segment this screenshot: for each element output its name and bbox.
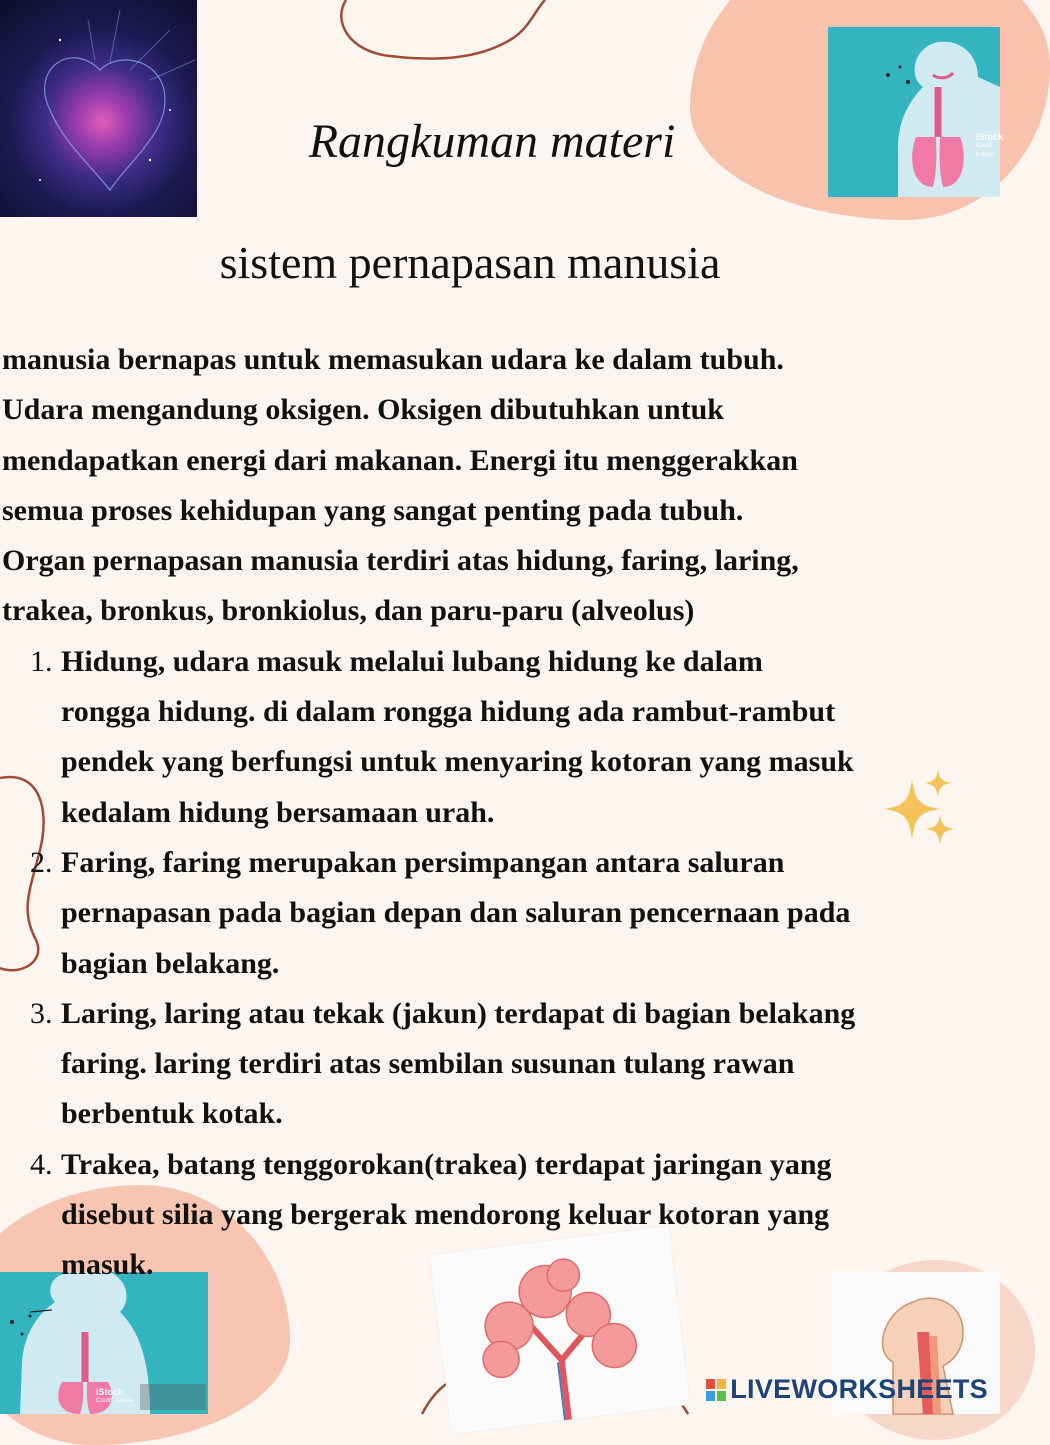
list-item-line: pernapasan pada bagian depan dan saluran pencernaan pada xyxy=(61,896,851,930)
list-item-hidung xyxy=(0,637,1000,838)
intro-line: mendapatkan energi dari makanan. Energi itu menggerakkan xyxy=(2,443,798,477)
list-item-line: Hidung, udara masuk melalui lubang hidung ke dalam xyxy=(61,644,763,678)
intro-line: manusia bernapas untuk memasukan udara ke dalam tubuh. xyxy=(2,343,784,376)
list-item-line: faring. laring terdiri atas sembilan susunan tulang rawan xyxy=(61,1047,795,1081)
decor-squiggle-top xyxy=(330,0,560,70)
lungs-bottom-left-watermark: iStock Credit: hakule xyxy=(96,1387,134,1404)
intro-line: semua proses kehidupan yang sangat penting pada tubuh. xyxy=(2,493,744,527)
intro-line: Organ pernapasan manusia terdiri atas hidung, faring, laring, xyxy=(2,544,799,578)
list-item-trakea xyxy=(0,1140,1000,1291)
liveworksheets-logo-icon xyxy=(706,1379,726,1401)
list-item-line: pendek yang berfungsi untuk menyaring kotoran yang masuk xyxy=(61,745,854,779)
organ-list xyxy=(0,637,1000,1291)
summary-content xyxy=(0,335,1000,1291)
list-item-line: rongga hidung. di dalam rongga hidung ada rambut-rambut xyxy=(61,695,836,729)
list-number: 2. xyxy=(30,845,53,879)
heart-image xyxy=(0,0,197,217)
page-subtitle: sistem pernapasan manusia xyxy=(219,237,721,288)
list-number: 3. xyxy=(30,996,53,1030)
list-item-line: Trakea, batang tenggorokan(trakea) terdapat jaringan yang xyxy=(61,1147,832,1181)
lungs-top-right-watermark: iStock Credit: hakule xyxy=(976,132,1004,158)
intro-line: Udara mengandung oksigen. Oksigen dibutuhkan untuk xyxy=(2,393,724,427)
page-title: Rangkuman materi xyxy=(308,115,676,168)
list-item-line: kedalam hidung bersamaan urah. xyxy=(61,795,495,829)
list-number: 1. xyxy=(30,644,53,678)
brand-name: LIVEWORKSHEETS xyxy=(730,1374,988,1404)
list-item-line: bagian belakang. xyxy=(61,946,280,980)
list-item-faring xyxy=(0,838,1000,989)
list-item-line: Faring, faring merupakan persimpangan antara saluran xyxy=(61,845,785,879)
list-item-line: masuk. xyxy=(61,1248,154,1282)
respiratory-system-image-small xyxy=(0,1272,208,1414)
list-item-line: disebut silia yang bergerak mendorong keluar kotoran yang xyxy=(61,1198,830,1232)
list-item-line: Laring, laring atau tekak (jakun) terdapat di bagian belakang xyxy=(61,996,856,1030)
list-item-laring xyxy=(0,989,1000,1140)
intro-line: trakea, bronkus, bronkiolus, dan paru-paru (alveolus) xyxy=(2,594,695,628)
list-item-line: berbentuk kotak. xyxy=(61,1097,283,1131)
list-number: 4. xyxy=(30,1147,53,1181)
liveworksheets-logo xyxy=(706,1374,988,1404)
